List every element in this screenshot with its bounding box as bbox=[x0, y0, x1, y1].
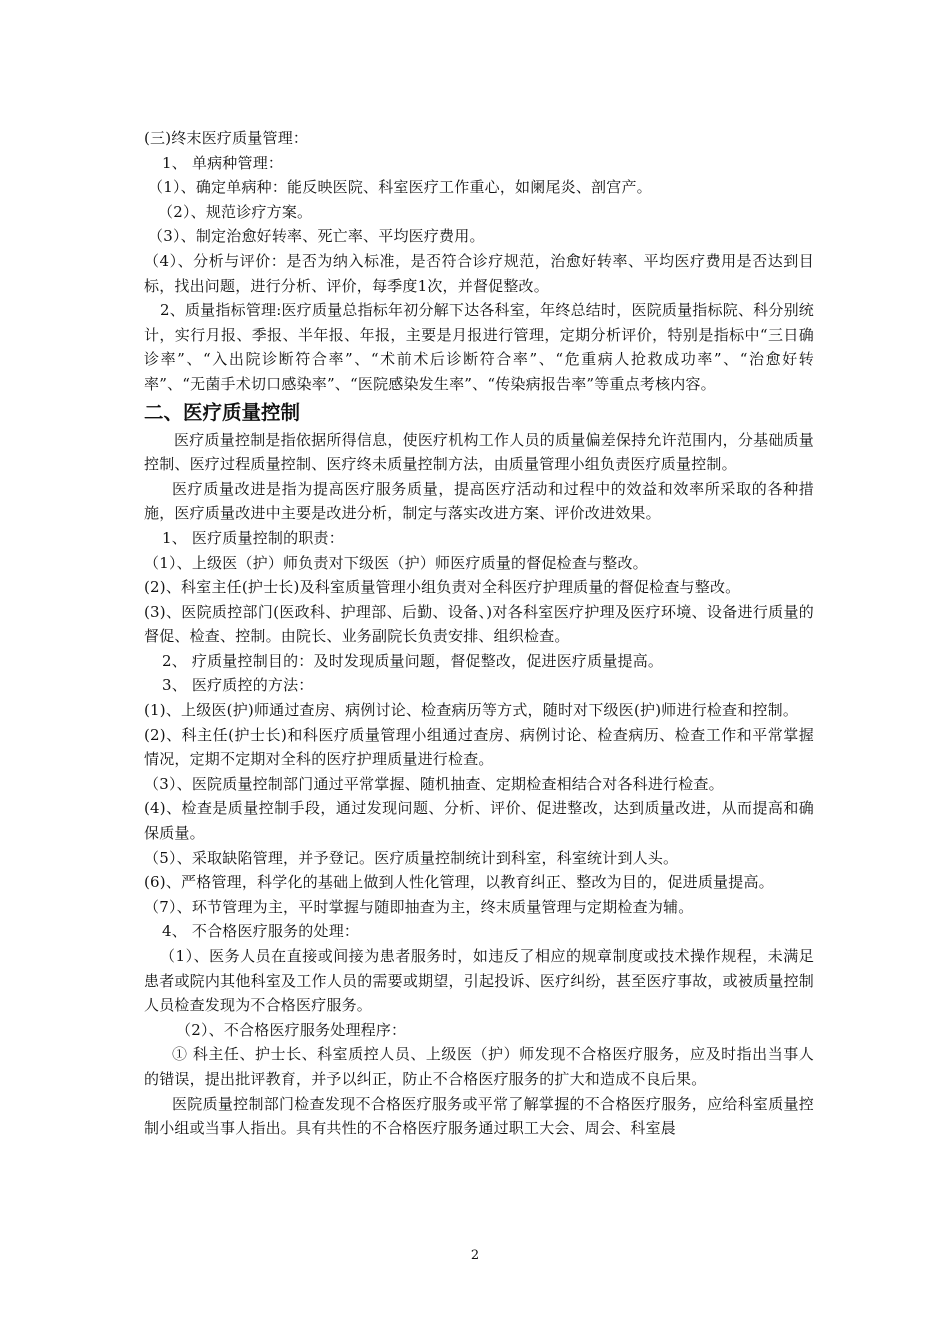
section-heading-terminal-quality: (三)终末医疗质量管理： bbox=[144, 129, 309, 147]
paragraph: 医院质量控制部门检查发现不合格医疗服务或平常了解掌握的不合格医疗服务，应给科室质量控制小组或当事人指出。具有共性的不合格医疗服务通过职工大会、周会、科室晨 bbox=[144, 1094, 814, 1138]
page-number: 2 bbox=[470, 1248, 480, 1263]
list-item: (6)、严格管理，科学化的基础上做到人性化管理，以教育纠正、整改为目的，促进质量提高。 bbox=[144, 873, 774, 892]
list-item: （4）、分析与评价：是否为纳入标准，是否符合诊疗规范，治愈好转率、平均医疗费用是否达到目标，找出问题，进行分析、评价，每季度1次，并督促整改。 bbox=[144, 251, 814, 295]
paragraph: 医疗质量控制是指依据所得信息，使医疗机构工作人员的质量偏差保持允许范围内，分基础质量控制、医疗过程质量控制、医疗终未质量控制方法，由质量管理小组负责医疗质量控制。 bbox=[144, 430, 814, 474]
list-item: （2）、规范诊疗方案。 bbox=[158, 202, 313, 221]
list-item: (2)、科室主任(护士长)及科室质量管理小组负责对全科医疗护理质量的督促检查与整改。 bbox=[144, 578, 741, 597]
list-item: 2、 疗质量控制目的：及时发现质量问题，督促整改，促进医疗质量提高。 bbox=[162, 651, 664, 670]
list-item: （2）、不合格医疗服务处理程序： bbox=[176, 1020, 407, 1039]
list-item: (4)、检查是质量控制手段，通过发现问题、分析、评价、促进整改，达到质量改进，从而提高和确保质量。 bbox=[144, 799, 814, 843]
list-heading: 3、 医疗质控的方法： bbox=[162, 676, 314, 695]
list-item: （1）、上级医（护）师负责对下级医（护）师医疗质量的督促检查与整改。 bbox=[144, 553, 648, 572]
list-item: (1)、上级医(护)师通过查房、病例讨论、检查病历等方式，随时对下级医(护)师进行检查和控制。 bbox=[144, 701, 799, 720]
list-item: (2)、科主任(护士长)和科医疗质量管理小组通过查房、病例讨论、检查病历、检查工作和平常掌握情况，定期不定期对全科的医疗护理质量进行检查。 bbox=[144, 725, 814, 769]
list-item: （5）、采取缺陷管理，并予登记。医疗质量控制统计到科室，科室统计到人头。 bbox=[144, 848, 679, 867]
section-title: 二、医疗质量控制 bbox=[144, 400, 301, 424]
list-item: 1、 单病种管理： bbox=[162, 153, 284, 172]
paragraph: ① 科主任、护士长、科室质控人员、上级医（护）师发现不合格医疗服务，应及时指出当事人的错误，提出批评教育，并予以纠正，防止不合格医疗服务的扩大和造成不良后果。 bbox=[144, 1045, 814, 1088]
list-item: （1）、医务人员在直接或间接为患者服务时，如违反了相应的规章制度或技术操作规程，未满足患者或院内其他科室及工作人员的需要或期望，引起投诉、医疗纠纷，甚至医疗事故，或被质量控制人员检查发现为不合格医疗服务。 bbox=[144, 947, 814, 1015]
list-item: （3）、医院质量控制部门通过平常掌握、随机抽查、定期检查相结合对各科进行检查。 bbox=[144, 774, 724, 793]
paragraph: 医疗质量改进是指为提高医疗服务质量，提高医疗活动和过程中的效益和效率所采取的各种措施，医疗质量改进中主要是改进分析，制定与落实改进方案、评价改进效果。 bbox=[144, 479, 814, 523]
list-item: （3）、制定治愈好转率、死亡率、平均医疗费用。 bbox=[148, 227, 485, 246]
list-item: （7）、环节管理为主，平时掌握与随即抽查为主，终末质量管理与定期检查为辅。 bbox=[144, 897, 694, 916]
list-heading: 1、 医疗质量控制的职责： bbox=[162, 528, 344, 547]
list-heading: 4、 不合格医疗服务的处理： bbox=[162, 922, 360, 941]
list-item: (3)、医院质控部门(医政科、护理部、后勤、设备、)对各科室医疗护理及医疗环境、设备进行质量的督促、检查、控制。由院长、业务副院长负责安排、组织检查。 bbox=[144, 602, 814, 646]
page-content bbox=[144, 126, 814, 1141]
list-item: （1）、确定单病种：能反映医院、科室医疗工作重心，如阑尾炎、剖宫产。 bbox=[148, 178, 652, 197]
paragraph: 2、质量指标管理:医疗质量总指标年初分解下达各科室，年终总结时，医院质量指标院、科分别统计，实行月报、季报、半年报、年报，主要是月报进行管理，定期分析评价，特别是指标中“三日确诊率”、“入出院诊断符合率”、“术前术后诊断符合率”、“危重病人抢救成功率”、“治愈好转率”、“无菌手术切口感染率”、“医院感染发生率”、“传染病报告率”等重点考核内容。 bbox=[144, 301, 814, 393]
